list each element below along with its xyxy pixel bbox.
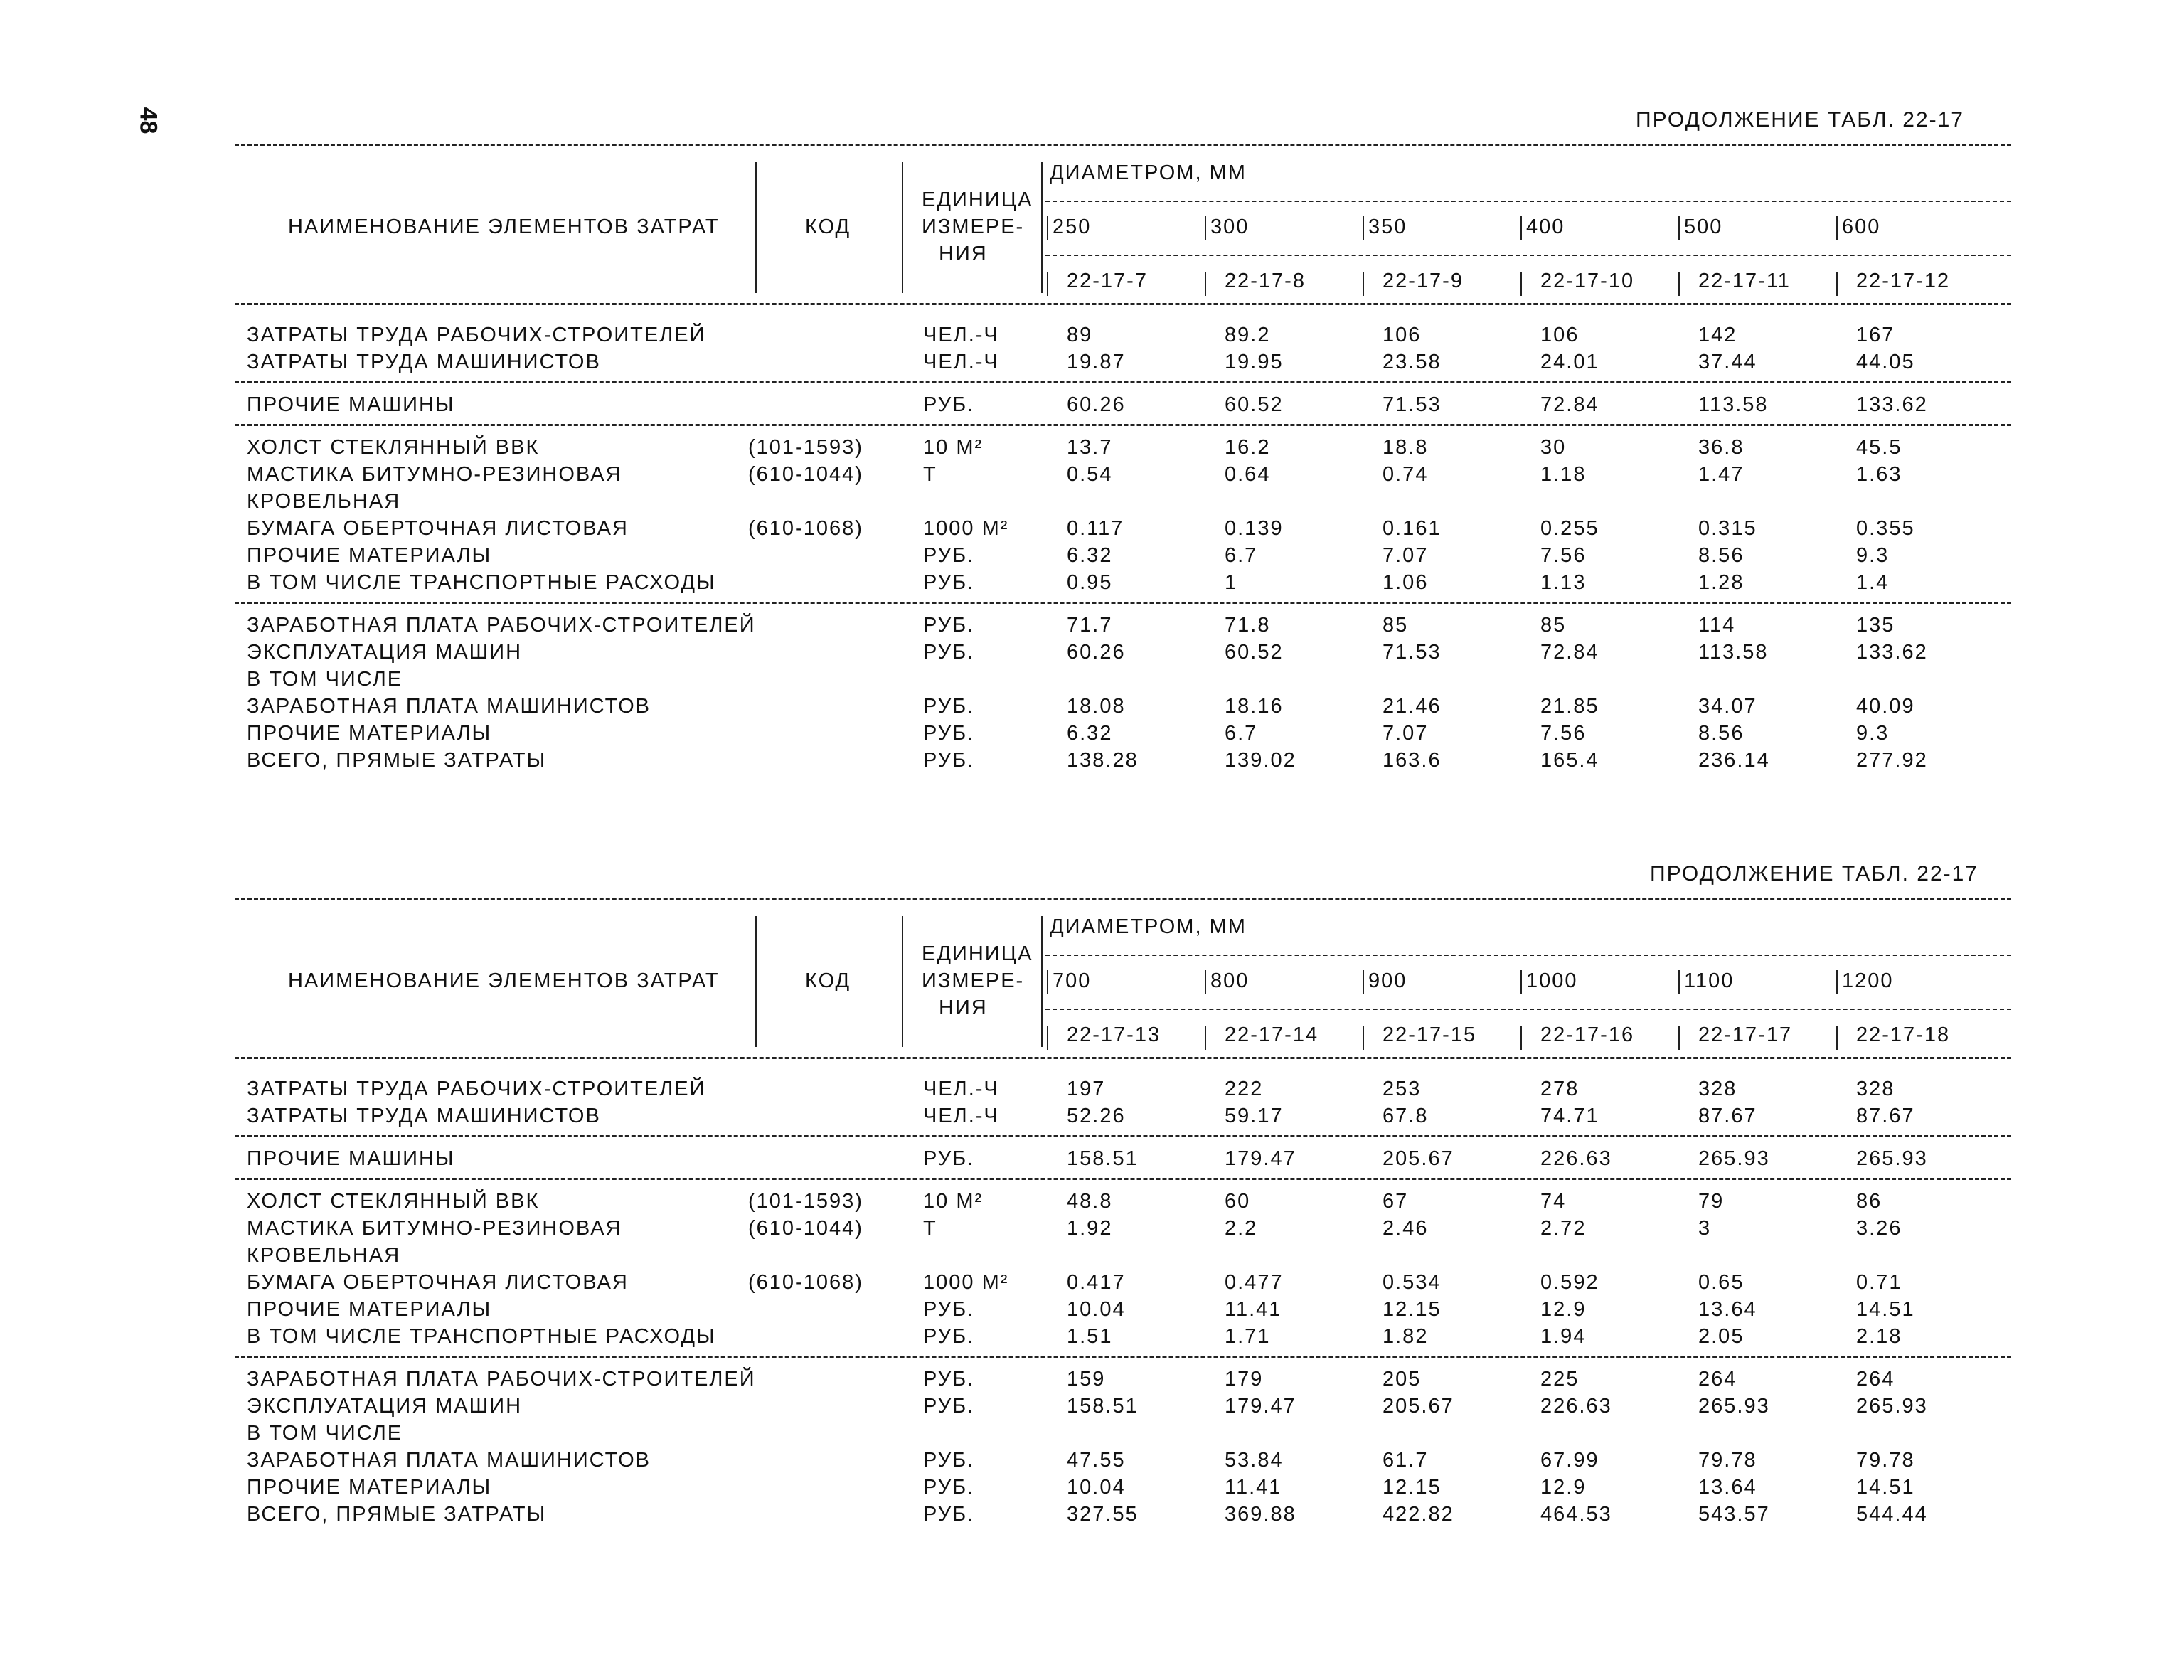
row-value: 89 — [1067, 324, 1093, 346]
row-value: 10.04 — [1067, 1476, 1126, 1499]
row-value: 72.84 — [1540, 393, 1599, 416]
row-value: 135 — [1856, 614, 1895, 637]
row-value: 0.417 — [1067, 1271, 1126, 1294]
row-unit: РУБ. — [923, 393, 975, 416]
row-value: 163.6 — [1383, 749, 1442, 772]
row-value: 1.51 — [1067, 1325, 1113, 1348]
row-value: 1.92 — [1067, 1217, 1113, 1240]
table-code: 22-17-12 — [1856, 270, 1951, 292]
unit-column-header: НИЯ — [939, 996, 988, 1019]
code-divider — [1836, 1026, 1838, 1050]
row-value: 71.53 — [1383, 641, 1442, 664]
row-value: 36.8 — [1698, 436, 1744, 459]
row-name: БУМАГА ОБЕРТОЧНАЯ ЛИСТОВАЯ — [247, 1271, 629, 1294]
row-name: ЗАРАБОТНАЯ ПЛАТА МАШИНИСТОВ — [247, 1449, 651, 1472]
row-value: 67.8 — [1383, 1105, 1429, 1127]
row-value: 0.315 — [1698, 517, 1757, 540]
row-value: 10.04 — [1067, 1298, 1126, 1321]
row-value: 89.2 — [1225, 324, 1271, 346]
continuation-title: ПРОДОЛЖЕНИЕ ТАБЛ. 22-17 — [1650, 862, 1978, 886]
diameter-value: 600 — [1842, 216, 1881, 238]
row-value: 278 — [1540, 1078, 1580, 1100]
row-value: 79.78 — [1698, 1449, 1757, 1472]
row-value: 1.94 — [1540, 1325, 1587, 1348]
row-value: 544.44 — [1856, 1503, 1928, 1526]
row-value: 12.9 — [1540, 1476, 1587, 1499]
header-rule — [1045, 1009, 2011, 1010]
diameter-header: ДИАМЕТРОМ, ММ — [1050, 915, 1247, 938]
code-divider — [1678, 1026, 1680, 1050]
row-value: 225 — [1540, 1368, 1580, 1391]
code-divider — [1205, 1026, 1206, 1050]
row-value: 265.93 — [1698, 1147, 1770, 1170]
row-name: ЗАРАБОТНАЯ ПЛАТА РАБОЧИХ-СТРОИТЕЛЕЙ — [247, 614, 756, 637]
diameter-divider — [1678, 970, 1680, 994]
row-unit: РУБ. — [923, 571, 975, 594]
table-code: 22-17-8 — [1225, 270, 1306, 292]
row-unit: РУБ. — [923, 1368, 975, 1391]
row-code: (610-1068) — [748, 517, 863, 540]
row-unit: ЧЕЛ.-Ч — [923, 1078, 999, 1100]
row-name: ПРОЧИЕ МАТЕРИАЛЫ — [247, 544, 492, 567]
row-value: 253 — [1383, 1078, 1422, 1100]
row-value: 0.139 — [1225, 517, 1284, 540]
row-value: 158.51 — [1067, 1395, 1139, 1418]
row-name: ПРОЧИЕ МАТЕРИАЛЫ — [247, 1298, 492, 1321]
row-name: В ТОМ ЧИСЛЕ — [247, 668, 403, 691]
row-value: 0.117 — [1067, 517, 1124, 540]
row-value: 328 — [1856, 1078, 1895, 1100]
header-bottom-rule — [235, 1057, 2011, 1059]
row-value: 133.62 — [1856, 393, 1928, 416]
row-value: 113.58 — [1698, 393, 1769, 416]
row-value: 12.15 — [1383, 1476, 1442, 1499]
row-value: 85 — [1383, 614, 1409, 637]
row-value: 37.44 — [1698, 351, 1757, 373]
row-value: 48.8 — [1067, 1190, 1113, 1213]
code-divider — [1047, 1026, 1048, 1050]
row-value: 369.88 — [1225, 1503, 1296, 1526]
row-value: 138.28 — [1067, 749, 1139, 772]
table-code: 22-17-18 — [1856, 1024, 1951, 1046]
row-value: 179 — [1225, 1368, 1264, 1391]
row-value: 159 — [1067, 1368, 1106, 1391]
row-value: 12.9 — [1540, 1298, 1587, 1321]
row-name: МАСТИКА БИТУМНО-РЕЗИНОВАЯ — [247, 463, 622, 486]
row-unit: 1000 М² — [923, 517, 1009, 540]
diameter-divider — [1520, 970, 1522, 994]
row-value: 19.95 — [1225, 351, 1284, 373]
header-divider — [1041, 916, 1043, 1047]
table-code: 22-17-9 — [1383, 270, 1464, 292]
row-value: 2.18 — [1856, 1325, 1902, 1348]
row-value: 87.67 — [1856, 1105, 1915, 1127]
row-value: 167 — [1856, 324, 1895, 346]
row-unit: РУБ. — [923, 1449, 975, 1472]
row-code: (610-1044) — [748, 463, 863, 486]
row-name: ПРОЧИЕ МАТЕРИАЛЫ — [247, 722, 492, 745]
row-name: ЗАТРАТЫ ТРУДА РАБОЧИХ-СТРОИТЕЛЕЙ — [247, 324, 706, 346]
table-row — [0, 1421, 2184, 1445]
row-value: 72.84 — [1540, 641, 1599, 664]
row-value: 327.55 — [1067, 1503, 1139, 1526]
row-value: 9.3 — [1856, 722, 1890, 745]
diameter-divider — [1836, 970, 1838, 994]
row-unit: РУБ. — [923, 1325, 975, 1348]
row-value: 8.56 — [1698, 544, 1744, 567]
table-row — [0, 1394, 2184, 1418]
row-value: 71.53 — [1383, 393, 1442, 416]
row-value: 24.01 — [1540, 351, 1599, 373]
row-unit: РУБ. — [923, 544, 975, 567]
diameter-value: 250 — [1053, 216, 1092, 238]
page-number: 48 — [134, 107, 162, 134]
row-value: 45.5 — [1856, 436, 1902, 459]
row-unit: ЧЕЛ.-Ч — [923, 1105, 999, 1127]
code-column-header: КОД — [805, 216, 851, 238]
row-value: 543.57 — [1698, 1503, 1770, 1526]
row-value: 205.67 — [1383, 1395, 1454, 1418]
table-code: 22-17-15 — [1383, 1024, 1477, 1046]
diameter-value: 900 — [1368, 969, 1407, 992]
row-value: 1 — [1225, 571, 1238, 594]
row-name: МАСТИКА БИТУМНО-РЕЗИНОВАЯ — [247, 1217, 622, 1240]
row-value: 60.26 — [1067, 641, 1126, 664]
row-unit: РУБ. — [923, 641, 975, 664]
row-value: 113.58 — [1698, 641, 1769, 664]
name-column-header: НАИМЕНОВАНИЕ ЭЛЕМЕНТОВ ЗАТРАТ — [288, 969, 720, 992]
row-value: 142 — [1698, 324, 1737, 346]
diameter-value: 350 — [1368, 216, 1407, 238]
row-unit: Т — [923, 463, 937, 486]
code-divider — [1520, 1026, 1522, 1050]
row-value: 1.13 — [1540, 571, 1587, 594]
row-value: 12.15 — [1383, 1298, 1442, 1321]
row-name: ЭКСПЛУАТАЦИЯ МАШИН — [247, 641, 523, 664]
diameter-value: 300 — [1210, 216, 1250, 238]
row-name: ЗАРАБОТНАЯ ПЛАТА РАБОЧИХ-СТРОИТЕЛЕЙ — [247, 1368, 756, 1391]
table-row — [0, 1270, 2184, 1294]
row-value: 277.92 — [1856, 749, 1928, 772]
row-value: 13.64 — [1698, 1476, 1757, 1499]
row-value: 106 — [1540, 324, 1580, 346]
row-value: 40.09 — [1856, 695, 1915, 718]
table-row — [0, 1189, 2184, 1213]
row-value: 265.93 — [1698, 1395, 1770, 1418]
row-value: 60 — [1225, 1190, 1251, 1213]
header-divider — [902, 916, 903, 1047]
row-value: 30 — [1540, 436, 1567, 459]
table-top-rule — [235, 898, 2011, 900]
row-unit: РУБ. — [923, 1298, 975, 1321]
diameter-value: 1000 — [1526, 969, 1578, 992]
row-name: ЗАТРАТЫ ТРУДА МАШИНИСТОВ — [247, 351, 601, 373]
row-value: 13.7 — [1067, 436, 1113, 459]
row-value: 6.7 — [1225, 544, 1258, 567]
row-value: 71.8 — [1225, 614, 1271, 637]
row-value: 205 — [1383, 1368, 1422, 1391]
row-name: ЭКСПЛУАТАЦИЯ МАШИН — [247, 1395, 523, 1418]
row-name: В ТОМ ЧИСЛЕ — [247, 1422, 403, 1445]
table-row — [0, 1502, 2184, 1526]
row-value: 226.63 — [1540, 1147, 1612, 1170]
row-value: 18.16 — [1225, 695, 1284, 718]
row-value: 11.41 — [1225, 1476, 1282, 1499]
row-value: 87.67 — [1698, 1105, 1757, 1127]
row-value: 1.63 — [1856, 463, 1902, 486]
header-divider — [755, 916, 757, 1047]
diameter-divider — [1205, 970, 1206, 994]
row-value: 0.64 — [1225, 463, 1271, 486]
section-rule — [235, 1178, 2011, 1180]
row-value: 0.161 — [1383, 517, 1442, 540]
row-name: ВСЕГО, ПРЯМЫЕ ЗАТРАТЫ — [247, 1503, 547, 1526]
row-value: 7.56 — [1540, 722, 1587, 745]
row-value: 52.26 — [1067, 1105, 1126, 1127]
row-value: 1.18 — [1540, 463, 1587, 486]
row-value: 265.93 — [1856, 1147, 1928, 1170]
row-value: 67.99 — [1540, 1449, 1599, 1472]
row-name: В ТОМ ЧИСЛЕ ТРАНСПОРТНЫЕ РАСХОДЫ — [247, 1325, 716, 1348]
row-unit: РУБ. — [923, 1476, 975, 1499]
unit-column-header: ИЗМЕРЕ- — [922, 969, 1025, 992]
row-value: 422.82 — [1383, 1503, 1454, 1526]
row-value: 1.06 — [1383, 571, 1429, 594]
diameter-value: 1100 — [1684, 969, 1735, 992]
row-name: КРОВЕЛЬНАЯ — [247, 490, 401, 513]
unit-column-header: ЕДИНИЦА — [922, 942, 1033, 965]
row-value: 85 — [1540, 614, 1567, 637]
row-value: 0.592 — [1540, 1271, 1599, 1294]
row-name: ХОЛСТ СТЕКЛЯННЫЙ ВВК — [247, 1190, 540, 1213]
row-value: 158.51 — [1067, 1147, 1139, 1170]
row-value: 23.58 — [1383, 351, 1442, 373]
unit-column-header: ЕДИНИЦА — [922, 188, 1033, 211]
table-row — [0, 1297, 2184, 1322]
row-value: 74 — [1540, 1190, 1567, 1213]
row-value: 7.07 — [1383, 722, 1429, 745]
row-name: В ТОМ ЧИСЛЕ ТРАНСПОРТНЫЕ РАСХОДЫ — [247, 571, 716, 594]
table-code: 22-17-16 — [1540, 1024, 1635, 1046]
row-value: 8.56 — [1698, 722, 1744, 745]
table-row — [0, 1077, 2184, 1101]
row-unit: 10 М² — [923, 1190, 984, 1213]
row-name: ПРОЧИЕ МАШИНЫ — [247, 1147, 455, 1170]
row-name: ПРОЧИЕ МАТЕРИАЛЫ — [247, 1476, 492, 1499]
row-value: 1.82 — [1383, 1325, 1429, 1348]
row-value: 2.2 — [1225, 1217, 1258, 1240]
row-value: 3.26 — [1856, 1217, 1902, 1240]
row-value: 0.477 — [1225, 1271, 1284, 1294]
row-code: (101-1593) — [748, 436, 863, 459]
row-name: БУМАГА ОБЕРТОЧНАЯ ЛИСТОВАЯ — [247, 517, 629, 540]
table-code: 22-17-14 — [1225, 1024, 1319, 1046]
row-value: 60.52 — [1225, 641, 1284, 664]
table-code: 22-17-13 — [1067, 1024, 1161, 1046]
row-value: 47.55 — [1067, 1449, 1126, 1472]
row-value: 86 — [1856, 1190, 1882, 1213]
row-value: 21.85 — [1540, 695, 1599, 718]
row-value: 9.3 — [1856, 544, 1890, 567]
row-value: 222 — [1225, 1078, 1264, 1100]
diameter-value: 400 — [1526, 216, 1565, 238]
row-unit: РУБ. — [923, 1395, 975, 1418]
row-value: 18.08 — [1067, 695, 1126, 718]
row-unit: ЧЕЛ.-Ч — [923, 351, 999, 373]
row-name: ВСЕГО, ПРЯМЫЕ ЗАТРАТЫ — [247, 749, 547, 772]
table-row — [0, 1216, 2184, 1240]
header-rule — [1045, 955, 2011, 956]
row-value: 0.65 — [1698, 1271, 1744, 1294]
row-unit: РУБ. — [923, 695, 975, 718]
row-code: (101-1593) — [748, 1190, 863, 1213]
row-value: 34.07 — [1698, 695, 1757, 718]
section-rule — [235, 1135, 2011, 1137]
table-row — [0, 1324, 2184, 1349]
row-name: КРОВЕЛЬНАЯ — [247, 1244, 401, 1267]
row-unit: 10 М² — [923, 436, 984, 459]
row-code: (610-1044) — [748, 1217, 863, 1240]
table-row — [0, 1448, 2184, 1472]
table-row — [0, 1104, 2184, 1128]
row-value: 197 — [1067, 1078, 1106, 1100]
row-value: 179.47 — [1225, 1395, 1296, 1418]
row-unit: РУБ. — [923, 1147, 975, 1170]
row-value: 0.534 — [1383, 1271, 1442, 1294]
table-row — [0, 1243, 2184, 1267]
row-value: 14.51 — [1856, 1476, 1915, 1499]
row-value: 79.78 — [1856, 1449, 1915, 1472]
row-value: 0.355 — [1856, 517, 1915, 540]
row-value: 205.67 — [1383, 1147, 1454, 1170]
row-value: 0.255 — [1540, 517, 1599, 540]
row-value: 60.26 — [1067, 393, 1126, 416]
row-code: (610-1068) — [748, 1271, 863, 1294]
row-value: 1.47 — [1698, 463, 1744, 486]
row-value: 265.93 — [1856, 1395, 1928, 1418]
diameter-divider — [1047, 970, 1048, 994]
diameter-divider — [1363, 970, 1364, 994]
row-value: 13.64 — [1698, 1298, 1757, 1321]
row-name: ЗАТРАТЫ ТРУДА МАШИНИСТОВ — [247, 1105, 601, 1127]
row-value: 114 — [1698, 614, 1736, 637]
row-value: 264 — [1856, 1368, 1895, 1391]
row-value: 464.53 — [1540, 1503, 1612, 1526]
row-value: 236.14 — [1698, 749, 1770, 772]
row-value: 0.74 — [1383, 463, 1429, 486]
row-value: 1.28 — [1698, 571, 1744, 594]
row-value: 0.95 — [1067, 571, 1113, 594]
unit-column-header: НИЯ — [939, 243, 988, 265]
table-code: 22-17-11 — [1698, 270, 1791, 292]
row-value: 0.54 — [1067, 463, 1113, 486]
row-unit: ЧЕЛ.-Ч — [923, 324, 999, 346]
row-value: 7.07 — [1383, 544, 1429, 567]
row-unit: Т — [923, 1217, 937, 1240]
table-row — [0, 1367, 2184, 1391]
unit-column-header: ИЗМЕРЕ- — [922, 216, 1025, 238]
row-value: 60.52 — [1225, 393, 1284, 416]
row-unit: РУБ. — [923, 1503, 975, 1526]
table-code: 22-17-7 — [1067, 270, 1148, 292]
table-code: 22-17-17 — [1698, 1024, 1793, 1046]
diameter-value: 700 — [1053, 969, 1092, 992]
diameter-header: ДИАМЕТРОМ, ММ — [1050, 161, 1247, 184]
row-unit: 1000 М² — [923, 1271, 1009, 1294]
row-value: 179.47 — [1225, 1147, 1296, 1170]
row-value: 139.02 — [1225, 749, 1296, 772]
table-row — [0, 1475, 2184, 1499]
row-value: 0.71 — [1856, 1271, 1902, 1294]
diameter-value: 1200 — [1842, 969, 1894, 992]
row-unit: РУБ. — [923, 749, 975, 772]
row-value: 328 — [1698, 1078, 1737, 1100]
row-value: 44.05 — [1856, 351, 1915, 373]
row-name: ПРОЧИЕ МАШИНЫ — [247, 393, 455, 416]
row-value: 3 — [1698, 1217, 1712, 1240]
row-name: ЗАТРАТЫ ТРУДА РАБОЧИХ-СТРОИТЕЛЕЙ — [247, 1078, 706, 1100]
row-value: 19.87 — [1067, 351, 1126, 373]
table-code: 22-17-10 — [1540, 270, 1635, 292]
row-name: ХОЛСТ СТЕКЛЯННЫЙ ВВК — [247, 436, 540, 459]
row-value: 1.71 — [1225, 1325, 1271, 1348]
code-column-header: КОД — [805, 969, 851, 992]
row-value: 165.4 — [1540, 749, 1599, 772]
diameter-value: 800 — [1210, 969, 1250, 992]
row-value: 53.84 — [1225, 1449, 1284, 1472]
row-value: 6.32 — [1067, 722, 1113, 745]
row-value: 264 — [1698, 1368, 1737, 1391]
row-value: 21.46 — [1383, 695, 1442, 718]
table-row — [0, 1147, 2184, 1171]
row-value: 61.7 — [1383, 1449, 1429, 1472]
row-value: 14.51 — [1856, 1298, 1915, 1321]
row-value: 11.41 — [1225, 1298, 1282, 1321]
row-value: 106 — [1383, 324, 1422, 346]
row-value: 6.7 — [1225, 722, 1258, 745]
row-value: 16.2 — [1225, 436, 1271, 459]
row-unit: РУБ. — [923, 614, 975, 637]
row-name: ЗАРАБОТНАЯ ПЛАТА МАШИНИСТОВ — [247, 695, 651, 718]
row-unit: РУБ. — [923, 722, 975, 745]
row-value: 67 — [1383, 1190, 1409, 1213]
row-value: 226.63 — [1540, 1395, 1612, 1418]
row-value: 18.8 — [1383, 436, 1429, 459]
row-value: 74.71 — [1540, 1105, 1599, 1127]
row-value: 79 — [1698, 1190, 1725, 1213]
row-value: 71.7 — [1067, 614, 1113, 637]
row-value: 133.62 — [1856, 641, 1928, 664]
section-rule — [235, 1356, 2011, 1358]
code-divider — [1363, 1026, 1364, 1050]
row-value: 2.72 — [1540, 1217, 1587, 1240]
diameter-value: 500 — [1684, 216, 1723, 238]
row-value: 6.32 — [1067, 544, 1113, 567]
name-column-header: НАИМЕНОВАНИЕ ЭЛЕМЕНТОВ ЗАТРАТ — [288, 216, 720, 238]
row-value: 59.17 — [1225, 1105, 1284, 1127]
row-value: 1.4 — [1856, 571, 1890, 594]
row-value: 2.46 — [1383, 1217, 1429, 1240]
row-value: 7.56 — [1540, 544, 1587, 567]
continuation-title: ПРОДОЛЖЕНИЕ ТАБЛ. 22-17 — [1636, 108, 1964, 132]
row-value: 2.05 — [1698, 1325, 1744, 1348]
